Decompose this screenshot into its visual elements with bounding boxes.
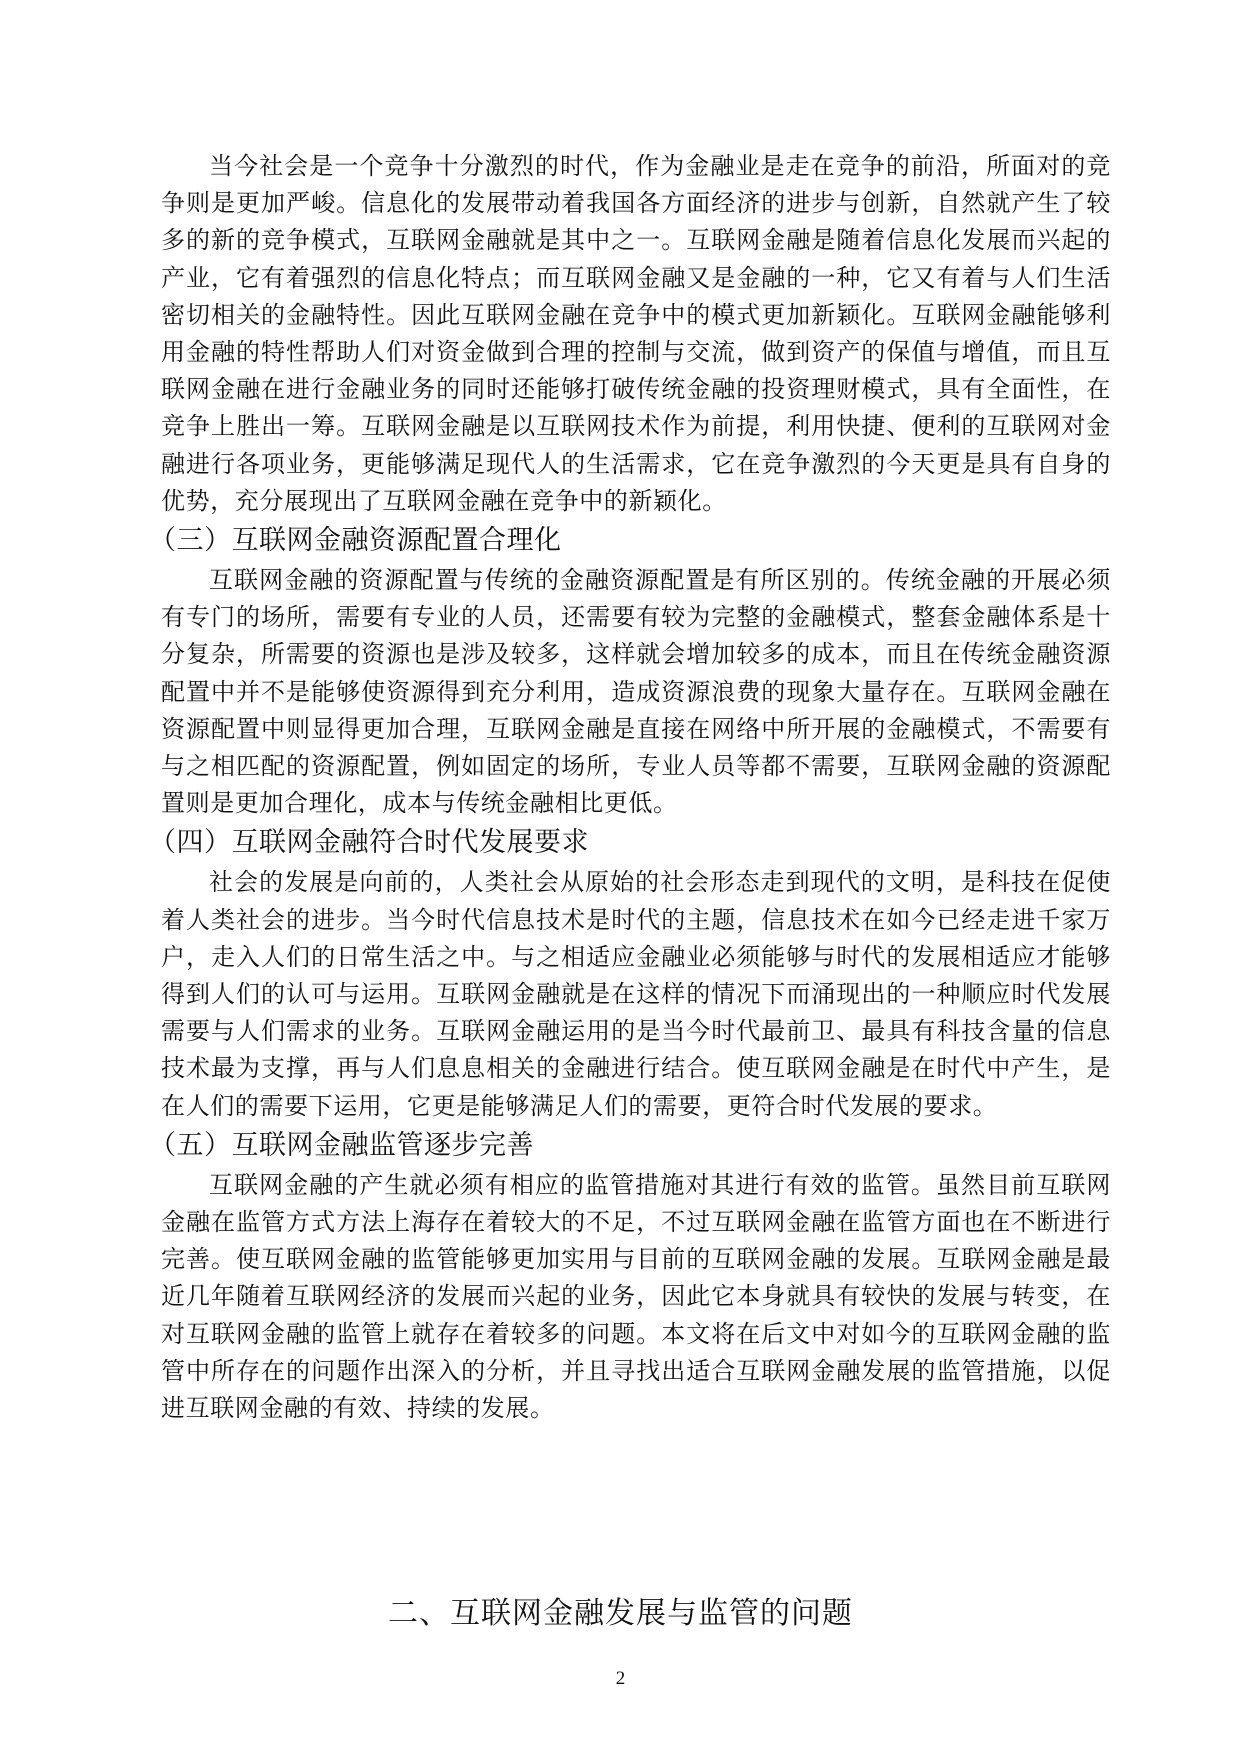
page-number: 2 (615, 1668, 626, 1689)
section-4-paragraph: 社会的发展是向前的，人类社会从原始的社会形态走到现代的文明，是科技在促使着人类社会的进步。当今时代信息技术是时代的主题，信息技术在如今已经走进千家万户，走入人们的日常生活之中。与之相适应金融业必须能够与时代的发展相适应才能够得到人们的认可与运用。互联网金融就是在这样的情况下而涌现出的一种顺应时代发展需要与人们需求的业务。互联网金融运用的是当今时代最前卫、最具有科技含量的信息技术最为支撑，再与人们息息相关的金融进行结合。使互联网金融是在时代中产生，是在人们的需要下运用，它更是能够满足人们的需要，更符合时代发展的要求。 (161, 868, 1111, 1120)
section-heading-4: （四）互联网金融符合时代发展要求 (149, 827, 589, 859)
section-heading-5: （五）互联网金融监管逐步完善 (149, 1129, 534, 1161)
page-body (149, 148, 1111, 1427)
section-5-paragraph: 互联网金融的产生就必须有相应的监管措施对其进行有效的监管。虽然目前互联网金融在监管方式方法上海存在着较大的不足，不过互联网金融在监管方面也在不断进行完善。使互联网金融的监管能够更加实用与目前的互联网金融的发展。互联网金融是最近几年随着互联网经济的发展而兴起的业务，因此它本身就具有较快的发展与转变，在对互联网金融的监管上就存在着较多的问题。本文将在后文中对如今的互联网金融的监管中所存在的问题作出深入的分析，并且寻找出适合互联网金融发展的监管措施，以促进互联网金融的有效、持续的发展。 (161, 1170, 1111, 1423)
section-3-paragraph: 互联网金融的资源配置与传统的金融资源配置是有所区别的。传统金融的开展必须有专门的场所，需要有专业的人员，还需要有较为完整的金融模式，整套金融体系是十分复杂，所需要的资源也是涉及较多，这样就会增加较多的成本，而且在传统金融资源配置中并不是能够使资源得到充分利用，造成资源浪费的现象大量存在。互联网金融在资源配置中则显得更加合理，互联网金融是直接在网络中所开展的金融模式，不需要有与之相匹配的资源配置，例如固定的场所，专业人员等都不需要，互联网金融的资源配置则是更加合理化，成本与传统金融相比更低。 (161, 566, 1111, 818)
intro-paragraph: 当今社会是一个竞争十分激烈的时代，作为金融业是走在竞争的前沿，所面对的竞争则是更加严峻。信息化的发展带动着我国各方面经济的进步与创新，自然就产生了较多的新的竞争模式，互联网金融就是其中之一。互联网金融是随着信息化发展而兴起的产业，它有着强烈的信息化特点；而互联网金融又是金融的一种，它又有着与人们生活密切相关的金融特性。因此互联网金融在竞争中的模式更加新颖化。互联网金融能够利用金融的特性帮助人们对资金做到合理的控制与交流，做到资产的保值与增值，而且互联网金融在进行金融业务的同时还能够打破传统金融的投资理财模式，具有全面性，在竞争上胜出一筹。互联网金融是以互联网技术作为前提，利用快捷、便利的互联网对金融进行各项业务，更能够满足现代人的生活需求，它在竞争激烈的今天更是具有自身的优势，充分展现出了互联网金融在竞争中的新颖化。 (161, 152, 1111, 515)
chapter-heading: 二、互联网金融发展与监管的问题 (388, 1596, 853, 1631)
section-heading-3: （三）互联网金融资源配置合理化 (149, 525, 562, 557)
